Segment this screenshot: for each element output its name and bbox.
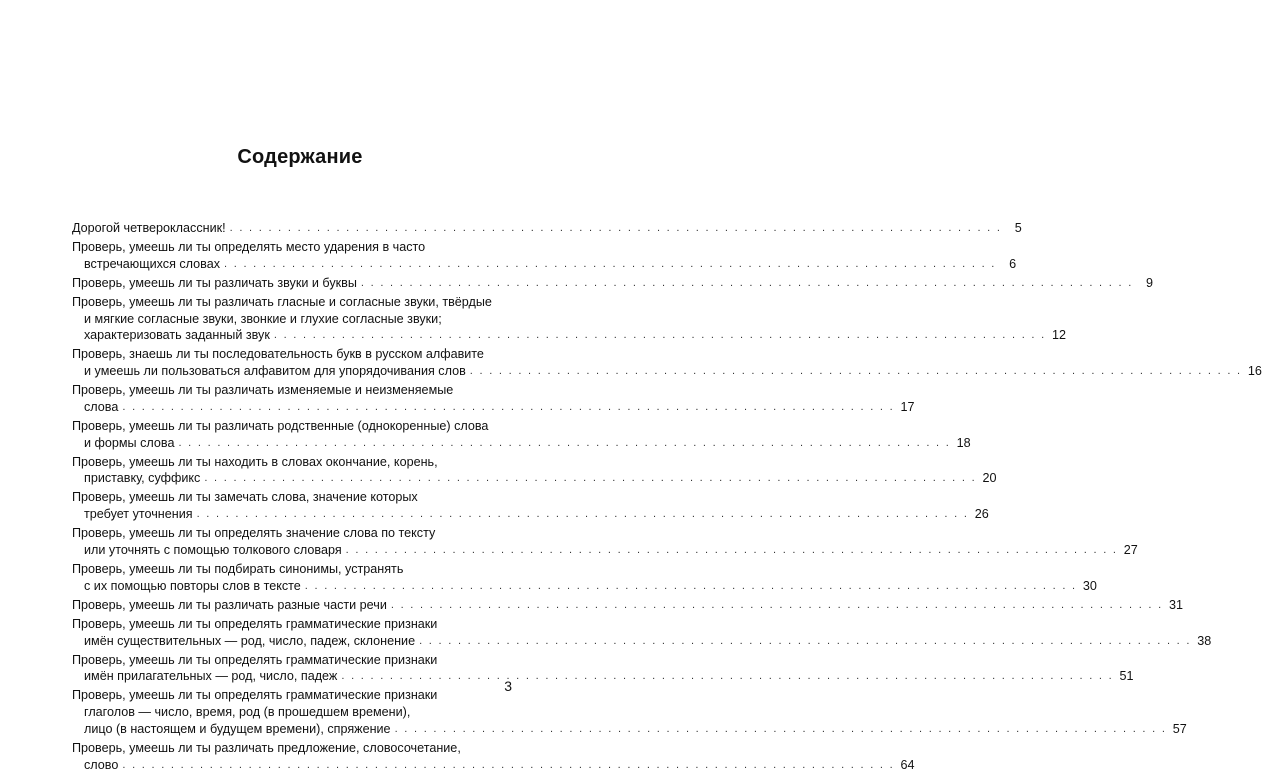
dot-leader: . . . . . . . . . . . . . . . . . . . . . . . . . . . . . . . . . . . . . . . . . . . . . . . . . . . . . . . . . . . . . . . . . . . . . . . . . . . . . . . . xyxy=(122,758,895,771)
toc-entry xyxy=(72,275,1154,292)
toc-page-number: 57 xyxy=(1172,721,1187,736)
toc-entry-text: характеризовать заданный звук xyxy=(84,328,270,343)
dot-leader: . . . . . . . . . . . . . . . . . . . . . . . . . . . . . . . . . . . . . . . . . . . . . . . . . . . . . . . . . . . . . . . . . . . . . . . . . . . . . . . . xyxy=(178,436,951,449)
toc-entry-text: Проверь, умеешь ли ты определять грамматические признаки xyxy=(72,652,438,667)
toc-page-number: 20 xyxy=(982,471,997,486)
dot-leader: . . . . . . . . . . . . . . . . . . . . . . . . . . . . . . . . . . . . . . . . . . . . . . . . . . . . . . . . . . . . . . . . . . . . . . . . . . . . . . . . xyxy=(469,365,1242,378)
toc-entry xyxy=(72,382,915,416)
toc-entry xyxy=(72,346,1262,380)
toc-entry-text: Проверь, знаешь ли ты последовательность букв в русском алфавите xyxy=(72,347,484,362)
toc-entry xyxy=(72,239,1017,273)
toc-entry-text: Проверь, умеешь ли ты различать гласные и согласные звуки, твёрдые xyxy=(72,294,492,309)
page-number: 3 xyxy=(504,678,512,694)
toc-entry xyxy=(72,418,971,452)
toc-entry-text: имён прилагательных — род, число, падеж xyxy=(84,669,338,684)
toc-entry xyxy=(72,489,989,523)
toc-entry-text: Проверь, умеешь ли ты различать родственные (однокоренные) слова xyxy=(72,418,489,433)
toc-entry xyxy=(72,294,1066,344)
dot-leader: . . . . . . . . . . . . . . . . . . . . . . . . . . . . . . . . . . . . . . . . . . . . . . . . . . . . . . . . . . . . . . . . . . . . . . . . . . . . . . . . xyxy=(204,472,977,485)
dot-leader: . . . . . . . . . . . . . . . . . . . . . . . . . . . . . . . . . . . . . . . . . . . . . . . . . . . . . . . . . . . . . . . . . . . . . . . . . . . . . . . . xyxy=(360,276,1134,289)
toc-page-number: 30 xyxy=(1082,578,1097,593)
toc-page-number: 16 xyxy=(1247,364,1262,379)
toc-page-number: 64 xyxy=(900,757,915,772)
toc-entry-text: Проверь, умеешь ли ты подбирать синонимы, устранять xyxy=(72,562,404,577)
dot-leader: . . . . . . . . . . . . . . . . . . . . . . . . . . . . . . . . . . . . . . . . . . . . . . . . . . . . . . . . . . . . . . . . . . . . . . . . . . . . . . . . xyxy=(341,670,1114,683)
dot-leader: . . . . . . . . . . . . . . . . . . . . . . . . . . . . . . . . . . . . . . . . . . . . . . . . . . . . . . . . . . . . . . . . . . . . . . . . . . . . . . . . xyxy=(273,329,1046,342)
dot-leader: . . . . . . . . . . . . . . . . . . . . . . . . . . . . . . . . . . . . . . . . . . . . . . . . . . . . . . . . . . . . . . . . . . . . . . . . . . . . . . . . xyxy=(390,598,1164,611)
toc-entry-text: приставку, суффикс xyxy=(84,471,201,486)
toc-entry-text: и умеешь ли пользоваться алфавитом для упорядочивания слов xyxy=(84,364,466,379)
toc-entry-text: Дорогой четвероклассник! xyxy=(72,221,226,235)
toc-entry-text: и формы слова xyxy=(84,435,175,450)
dot-leader: . . . . . . . . . . . . . . . . . . . . . . . . . . . . . . . . . . . . . . . . . . . . . . . . . . . . . . . . . . . . . . . . . . . . . . . . . . . . . . . . xyxy=(196,508,969,521)
toc-page-number: 18 xyxy=(956,435,971,450)
toc-entry xyxy=(72,220,1022,237)
toc-entry xyxy=(72,652,1134,686)
toc-entry xyxy=(72,740,915,774)
toc-entry-text: Проверь, умеешь ли ты определять значение слова по тексту xyxy=(72,526,436,541)
toc-entry-text: лицо (в настоящем и будущем времени), спряжение xyxy=(84,721,391,736)
toc-page-number: 12 xyxy=(1051,328,1066,343)
table-of-contents xyxy=(72,220,1262,776)
toc-entry-text: требует уточнения xyxy=(84,507,193,522)
toc-entry-text: Проверь, умеешь ли ты различать изменяемые и неизменяемые xyxy=(72,383,454,398)
toc-page-number: 17 xyxy=(900,399,915,414)
toc-entry-text: Проверь, умеешь ли ты замечать слова, значение которых xyxy=(72,490,418,505)
toc-entry-text: слова xyxy=(84,399,119,414)
toc-entry-text: слово xyxy=(84,757,119,772)
toc-entry-text: с их помощью повторы слов в тексте xyxy=(84,578,301,593)
toc-page-number: 51 xyxy=(1119,669,1134,684)
toc-entry-text: встречающихся словах xyxy=(84,256,221,271)
toc-page-number: 9 xyxy=(1146,275,1154,290)
toc-entry xyxy=(72,687,1187,737)
toc-entry xyxy=(72,597,1184,614)
toc-entry xyxy=(72,454,997,488)
toc-entry-text: Проверь, умеешь ли ты определять грамматические признаки xyxy=(72,688,438,703)
toc-entry-text: Проверь, умеешь ли ты находить в словах окончание, корень, xyxy=(72,454,438,469)
toc-page-number: 5 xyxy=(1014,221,1022,235)
toc-entry xyxy=(72,616,1212,650)
toc-entry-text: Проверь, умеешь ли ты различать звуки и буквы xyxy=(72,275,357,290)
toc-entry-text: Проверь, умеешь ли ты определять место ударения в часто xyxy=(72,239,426,254)
dot-leader: . . . . . . . . . . . . . . . . . . . . . . . . . . . . . . . . . . . . . . . . . . . . . . . . . . . . . . . . . . . . . . . . . . . . . . . . . . . . . . . . xyxy=(345,544,1118,557)
dot-leader: . . . . . . . . . . . . . . . . . . . . . . . . . . . . . . . . . . . . . . . . . . . . . . . . . . . . . . . . . . . . . . . . . . . . . . . . . . . . . . . . xyxy=(224,257,997,270)
toc-page-number: 27 xyxy=(1123,543,1138,558)
toc-entry-text: имён существительных — род, число, падеж, склонение xyxy=(84,633,416,648)
dot-leader: . . . . . . . . . . . . . . . . . . . . . . . . . . . . . . . . . . . . . . . . . . . . . . . . . . . . . . . . . . . . . . . . . . . . . . . . . . . . . . . . xyxy=(394,722,1167,735)
toc-page-number: 31 xyxy=(1169,597,1184,612)
toc-entry xyxy=(72,525,1138,559)
toc-entry-text: и мягкие согласные звуки, звонкие и глухие согласные звуки; xyxy=(84,311,442,326)
toc-entry-text: Проверь, умеешь ли ты различать предложение, словосочетание, xyxy=(72,740,461,755)
toc-entry xyxy=(72,561,1097,595)
toc-entry-text: глаголов — число, время, род (в прошедшем времени), xyxy=(84,705,411,720)
dot-leader: . . . . . . . . . . . . . . . . . . . . . . . . . . . . . . . . . . . . . . . . . . . . . . . . . . . . . . . . . . . . . . . . . . . . . . . . . . . . . . . . xyxy=(304,579,1077,592)
toc-entry-text: или уточнять с помощью толкового словаря xyxy=(84,543,342,558)
toc-page-number: 38 xyxy=(1197,633,1212,648)
dot-leader: . . . . . . . . . . . . . . . . . . . . . . . . . . . . . . . . . . . . . . . . . . . . . . . . . . . . . . . . . . . . . . . . . . . . . . . . . . . . . . . . xyxy=(122,400,895,413)
toc-page-number: 6 xyxy=(1009,256,1017,271)
toc-entry-text: Проверь, умеешь ли ты определять грамматические признаки xyxy=(72,616,438,631)
toc-page-number: 26 xyxy=(974,507,989,522)
page-title: Содержание xyxy=(237,146,363,168)
dot-leader: . . . . . . . . . . . . . . . . . . . . . . . . . . . . . . . . . . . . . . . . . . . . . . . . . . . . . . . . . . . . . . . . . . . . . . . . . . . . . . . . xyxy=(419,634,1192,647)
toc-entry-text: Проверь, умеешь ли ты различать разные части речи xyxy=(72,597,387,612)
dot-leader: . . . . . . . . . . . . . . . . . . . . . . . . . . . . . . . . . . . . . . . . . . . . . . . . . . . . . . . . . . . . . . . . . . . . . . . . . . . . . . . . xyxy=(229,222,1002,234)
